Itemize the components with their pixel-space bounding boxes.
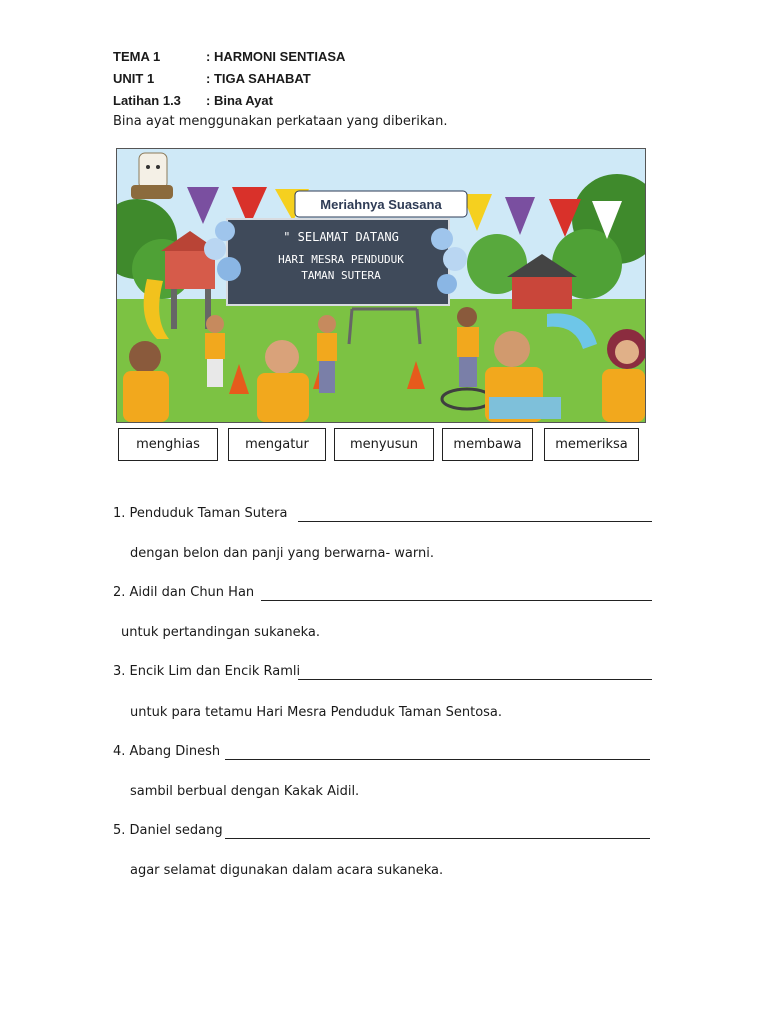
question-5-end: agar selamat digunakan dalam acara sukaneka. <box>130 863 444 878</box>
word-box: membawa <box>442 428 533 461</box>
answer-line-5[interactable] <box>225 838 650 839</box>
question-2-end: untuk pertandingan sukaneka. <box>121 625 320 640</box>
answer-line-1[interactable] <box>298 521 652 522</box>
answer-line-4[interactable] <box>225 759 650 760</box>
boy-right <box>457 307 479 387</box>
header-value: : HARMONI SENTIASA <box>206 49 346 64</box>
header-key: UNIT 1 <box>113 71 155 86</box>
sign-line-3: TAMAN SUTERA <box>301 269 381 282</box>
header-value: : Bina Ayat <box>206 93 273 108</box>
question-3-start: 3. Encik Lim dan Encik Ramli <box>113 664 301 679</box>
welcome-sign <box>227 219 449 305</box>
sign-line-1: " SELAMAT DATANG <box>283 230 399 244</box>
answer-line-2[interactable] <box>261 600 652 601</box>
title-banner <box>295 191 467 217</box>
question-1-start: 1. Penduduk Taman Sutera <box>113 506 288 521</box>
word-bank <box>0 428 768 464</box>
question-2-start: 2. Aidil dan Chun Han <box>113 585 255 600</box>
word-box: menyusun <box>334 428 434 461</box>
question-1-end: dengan belon dan panji yang berwarna- warni. <box>130 546 434 561</box>
boy-center <box>317 315 337 393</box>
woman-right <box>602 329 645 422</box>
word-box: memeriksa <box>544 428 639 461</box>
word-box: menghias <box>118 428 218 461</box>
boy-with-cone <box>205 315 225 387</box>
question-3-end: untuk para tetamu Hari Mesra Penduduk Taman Sentosa. <box>130 705 503 720</box>
word-box: mengatur <box>228 428 326 461</box>
header-key: Latihan 1.3 <box>113 93 181 108</box>
title-banner-text: Meriahnya Suasana <box>320 197 442 212</box>
header-value: : TIGA SAHABAT <box>206 71 311 86</box>
answer-line-3[interactable] <box>298 679 652 680</box>
sign-line-2: HARI MESRA PENDUDUK <box>278 253 404 266</box>
question-4-start: 4. Abang Dinesh <box>113 744 221 759</box>
question-5-start: 5. Daniel sedang <box>113 823 223 838</box>
scene-illustration <box>116 148 646 423</box>
instruction-text: Bina ayat menggunakan perkataan yang diberikan. <box>113 114 448 129</box>
header-key: TEMA 1 <box>113 49 161 64</box>
question-4-end: sambil berbual dengan Kakak Aidil. <box>130 784 360 799</box>
